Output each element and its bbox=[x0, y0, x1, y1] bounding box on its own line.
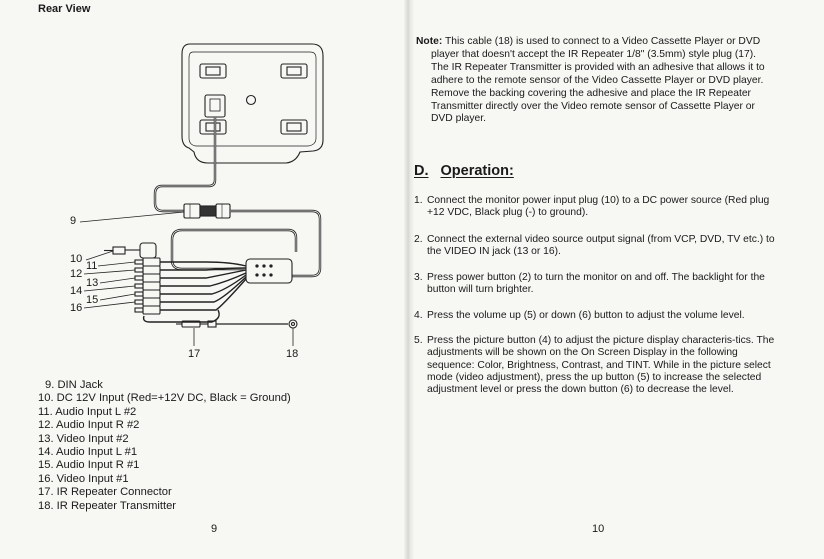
step-number: 2. bbox=[414, 234, 423, 245]
callout-17: 17 bbox=[188, 348, 201, 360]
legend-item: 13. Video Input #2 bbox=[38, 432, 129, 445]
callout-16: 16 bbox=[70, 302, 83, 314]
legend-item: 12. Audio Input R #2 bbox=[38, 419, 140, 432]
callout-11: 11 bbox=[86, 260, 98, 272]
parts-legend bbox=[38, 379, 291, 513]
step-number: 3. bbox=[414, 272, 423, 283]
cable-exit-block bbox=[205, 95, 225, 117]
section-letter: D. bbox=[414, 163, 429, 179]
step-text: Connect the monitor power input plug (10) to a DC power source (Red plug +12 VDC, Black plug (-) to ground). bbox=[427, 195, 770, 219]
legend-item: 16. Video Input #1 bbox=[38, 472, 129, 485]
center-screw-hole bbox=[247, 96, 256, 105]
section-heading bbox=[414, 163, 514, 179]
extension-cable bbox=[230, 211, 320, 276]
note-text: This cable (18) is used to connect to a Video Cassette Player or DVD player that doesn't accept the IR Repeater 1/8" (3.5mm) style plug (17). The IR Repeater Transmitter is provided with an adhesive that allows it to adhere to the remote sensor of the Video Cassette Player or DVD player. Remove the backing covering the adhesive and place the IR Repeater Transmitter directly over the Video remote sensor of Cassette Player or DVD player. bbox=[431, 36, 765, 125]
legend-item: 18. IR Repeater Transmitter bbox=[38, 499, 177, 512]
step-item bbox=[414, 310, 786, 322]
step-item bbox=[414, 234, 786, 259]
mounting-clip-bottom-right bbox=[281, 120, 307, 134]
step-item bbox=[414, 272, 786, 297]
step-item bbox=[414, 195, 786, 220]
legend-item: 14. Audio Input L #1 bbox=[38, 446, 138, 459]
step-number: 5. bbox=[414, 335, 423, 346]
note-label: Note: bbox=[416, 36, 443, 47]
junction-box bbox=[246, 259, 292, 283]
legend-item: 10. DC 12V Input (Red=+12V DC, Black = Ground) bbox=[38, 392, 291, 405]
step-number: 4. bbox=[414, 310, 423, 321]
legend-item: 9. DIN Jack bbox=[45, 379, 103, 391]
step-number: 1. bbox=[414, 195, 423, 206]
legend-item: 15. Audio Input R #1 bbox=[38, 459, 140, 472]
step-text: Connect the external video source output signal (from VCP, DVD, TV etc.) to the VIDEO IN jack (13 or 16). bbox=[427, 234, 775, 258]
callout-18: 18 bbox=[286, 348, 299, 360]
legend-item: 11. Audio Input L #2 bbox=[38, 405, 137, 418]
section-title: Operation: bbox=[440, 163, 514, 179]
din-jack-connector bbox=[184, 204, 230, 218]
rca-plug-stack bbox=[135, 258, 160, 314]
mounting-clip-top-left bbox=[200, 64, 226, 78]
left-page bbox=[0, 0, 404, 559]
callout-10: 10 bbox=[70, 253, 83, 265]
note-paragraph bbox=[416, 36, 771, 126]
mounting-clip-bottom-left bbox=[200, 120, 226, 134]
step-text: Press the picture button (4) to adjust the picture display characteris-tics. The adjustments will be shown on the On Screen Display in the following sequence: Color, Brightness, Contrast, and TINT. While in the picture select mode (video adjustment), press the up button (5) to increase the selected adjustment level or press the down button (6) to decrease the level. bbox=[427, 335, 775, 396]
callout-14: 14 bbox=[70, 285, 83, 297]
step-item bbox=[414, 335, 786, 396]
page-number-right: 10 bbox=[592, 523, 605, 535]
rear-view-title: Rear View bbox=[38, 3, 91, 15]
book-gutter bbox=[404, 0, 414, 559]
step-text: Press power button (2) to turn the monitor on and off. The backlight for the button will turn brighter. bbox=[427, 272, 765, 296]
callout-12: 12 bbox=[70, 268, 83, 280]
callout-leader-lines bbox=[80, 212, 293, 346]
ir-repeater-transmitter bbox=[289, 320, 297, 328]
callout-13: 13 bbox=[86, 277, 99, 289]
page-number-left: 9 bbox=[211, 523, 218, 535]
dc-power-plug bbox=[104, 243, 156, 258]
callout-15: 15 bbox=[86, 294, 99, 306]
step-text: Press the volume up (5) or down (6) button to adjust the volume level. bbox=[427, 310, 745, 321]
monitor-inner-edge bbox=[189, 52, 316, 146]
legend-item: 17. IR Repeater Connector bbox=[38, 486, 172, 499]
ir-repeater-cable bbox=[144, 310, 220, 322]
callout-9: 9 bbox=[70, 215, 77, 227]
mounting-clip-top-right bbox=[281, 64, 307, 78]
monitor-body bbox=[182, 44, 323, 163]
